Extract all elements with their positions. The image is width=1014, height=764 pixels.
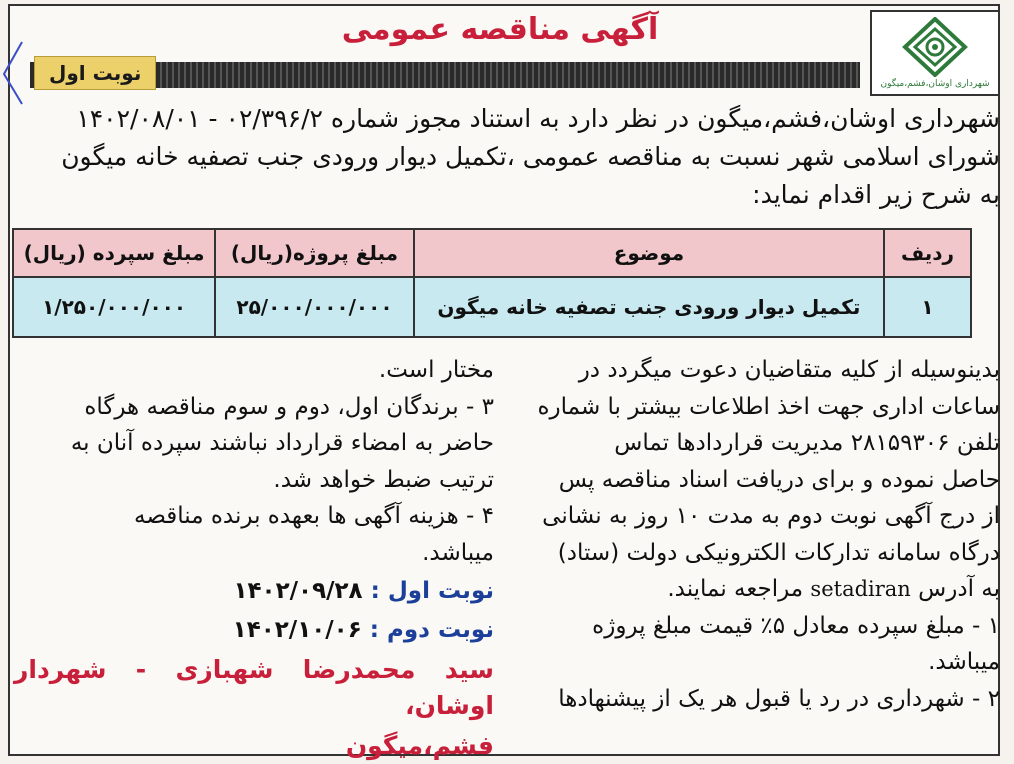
body-line: میباشد.: [422, 539, 494, 566]
body-line: ساعات اداری جهت اخذ اطلاعات بیشتر با شماره: [537, 393, 1000, 420]
body-line: تلفن ۲۸۱۵۹۳۰۶ مدیریت قراردادها تماس: [614, 430, 1000, 456]
body-line: بدینوسیله از کلیه متقاضیان دعوت میگردد در: [578, 357, 1000, 383]
address-suffix: مراجعه نمایند.: [667, 576, 804, 602]
table-header-row: [13, 229, 971, 277]
body-line: حاضر به امضاء قرارداد نباشند سپرده آنان به: [70, 430, 494, 456]
header-project-amount: مبلغ پروژه(ریال): [215, 229, 414, 277]
body-left-column: [14, 352, 494, 764]
intro-line: شورای اسلامی شهر نسبت به مناقصه عمومی ،تکمیل دیوار ورودی جنب تصفیه خانه میگون: [61, 142, 1000, 171]
arrow-mark-icon: [0, 38, 26, 108]
body-line: ۱ - مبلغ سپرده معادل ۵٪ قیمت مبلغ پروژه: [592, 612, 1000, 639]
body-right-column: [504, 352, 1000, 717]
body-line: ترتیب ضبط خواهد شد.: [273, 466, 494, 493]
address-prefix: به آدرس: [918, 576, 1000, 602]
intro-line: به شرح زیر اقدام نماید:: [752, 180, 1000, 209]
signature-line: فشم،میگون: [345, 731, 494, 760]
signature-line: سید محمدرضا شهبازی - شهردار اوشان،: [14, 655, 494, 720]
cell-row-number: ۱: [884, 277, 971, 337]
first-round-date: ۱۴۰۲/۰۹/۲۸: [233, 578, 363, 604]
body-line: ۴ - هزینه آگهی ها بعهده برنده مناقصه: [134, 503, 494, 529]
first-round-label: نوبت اول :: [370, 578, 494, 604]
tender-table: [12, 228, 972, 338]
logo-caption: شهرداری اوشان،فشم،میگون: [880, 79, 990, 89]
body-line: مختار است.: [378, 357, 494, 383]
body-line: ۲ - شهرداری در رد یا قبول هر یک از پیشنهادها: [558, 685, 1000, 712]
first-round-line: [14, 573, 494, 610]
notice-round-badge: نوبت اول: [34, 56, 156, 90]
body-line: از درج آگهی نوبت دوم به مدت ۱۰ روز به نشانی: [542, 503, 1000, 529]
page-title: آگهی مناقصه عمومی: [341, 12, 659, 47]
body-line: درگاه سامانه تدارکات الکترونیکی دولت (ستاد): [557, 539, 1000, 566]
body-line: میباشد.: [928, 649, 1000, 675]
intro-paragraph: [20, 100, 1000, 214]
header-row-number: ردیف: [884, 229, 971, 277]
header-deposit-amount: مبلغ سپرده (ریال): [13, 229, 215, 277]
second-round-date: ۱۴۰۲/۱۰/۰۶: [232, 616, 362, 643]
municipality-logo: [870, 10, 1000, 96]
cell-deposit-amount: ۱/۲۵۰/۰۰۰/۰۰۰: [13, 277, 215, 337]
body-line: حاصل نموده و برای دریافت اسناد مناقصه پس: [558, 466, 1000, 493]
address-site: setadiran: [810, 577, 911, 601]
address-line: [504, 571, 1000, 608]
header-subject: موضوع: [414, 229, 884, 277]
second-round-line: [14, 612, 494, 649]
table-row: [13, 277, 971, 337]
second-round-label: نوبت دوم :: [369, 616, 494, 643]
cell-subject: تکمیل دیوار ورودی جنب تصفیه خانه میگون: [414, 277, 884, 337]
municipality-emblem-icon: [895, 17, 975, 77]
cell-project-amount: ۲۵/۰۰۰/۰۰۰/۰۰۰: [215, 277, 414, 337]
intro-line: شهرداری اوشان،فشم،میگون در نظر دارد به استناد مجوز شماره ۰۲/۳۹۶/۲ - ۱۴۰۲/۰۸/۰۱: [76, 104, 1000, 133]
body-line: ۳ - برندگان اول، دوم و سوم مناقصه هرگاه: [84, 393, 494, 420]
